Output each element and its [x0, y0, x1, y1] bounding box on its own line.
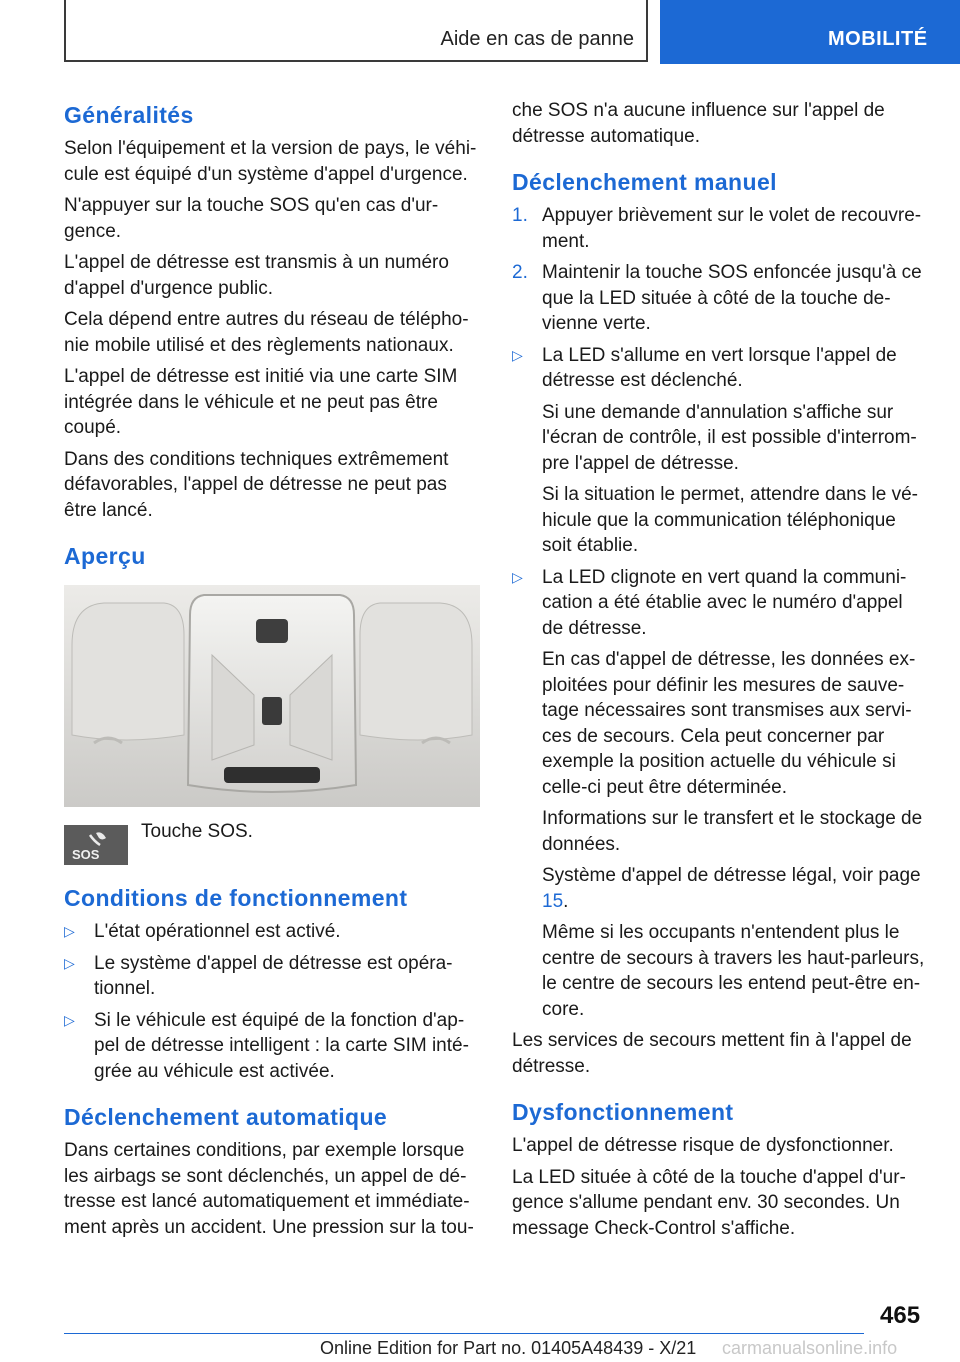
conditions-list	[64, 919, 478, 1084]
caption-text: Touche SOS.	[141, 821, 253, 842]
header-chapter-tab	[660, 0, 960, 64]
heading-dysfonctionnement: Dysfonctionnement	[512, 1099, 734, 1125]
paragraph: Les services de secours mettent fin à l'appel de détresse.	[512, 1030, 912, 1077]
header-chapter-title: MOBILITÉ	[828, 28, 928, 50]
section-apercu	[64, 541, 478, 865]
paragraph: L'appel de détresse est transmis à un numéro d'appel d'urgence public.	[64, 252, 449, 299]
footer-edition: Online Edition for Part no. 01405A48439 - X/21	[320, 1338, 697, 1358]
heading-automatique: Déclenchement automatique	[64, 1104, 388, 1130]
list-item: 2. Maintenir la touche SOS enfoncée jusqu'à ce que la LED située à côté de la touche de-vienne verte.	[512, 262, 922, 334]
header-section-tab	[64, 0, 648, 62]
triangle-bullet-icon: ▷	[512, 346, 523, 363]
heading-conditions: Conditions de fonctionnement	[64, 885, 408, 911]
triangle-bullet-icon: ▷	[64, 923, 75, 939]
footer-divider	[64, 1333, 864, 1334]
paragraph: La LED située à côté de la touche d'appel d'ur-gence s'allume pendant env. 30 secondes. Un message Check-Control s'affiche.	[512, 1166, 906, 1239]
paragraph: Selon l'équipement et la version de pays, le véhi-cule est équipé d'un système d'appel d'urgence.	[64, 138, 477, 185]
cross-reference: Système d'appel de détresse légal, voir page 15.	[542, 865, 921, 912]
paragraph: Cela dépend entre autres du réseau de télépho-nie mobile utilisé et des règlements nationaux.	[64, 309, 469, 356]
triangle-bullet-icon: ▷	[512, 568, 523, 585]
section-automatique	[64, 1102, 478, 1240]
sos-phone-icon	[64, 825, 128, 865]
right-column	[512, 98, 928, 1247]
page-number: 465	[880, 1302, 921, 1329]
left-column	[64, 98, 478, 1246]
triangle-bullet-icon: ▷	[64, 954, 75, 971]
triangle-bullet-icon: ▷	[64, 1011, 75, 1028]
list-item: ▷ La LED s'allume en vert lorsque l'appel de détresse est déclenché. Si une demande d'annulation s'affiche sur l'écran de contrôle, il est possible d'interrom-pre l'appel de détresse. Si la situation le permet, attendre dans le vé-hicule que la communication téléphonique soit établie.	[512, 344, 918, 556]
heading-manuel: Déclenchement manuel	[512, 169, 777, 195]
list-item: ▷ Si le véhicule est équipé de la fonction d'ap-pel de détresse intelligent : la carte SIM inté-grée au véhicule est activée.	[64, 1009, 469, 1082]
list-item: ▷ La LED clignote en vert quand la communi-cation a été établie avec le numéro d'appel de détresse. En cas d'appel de détresse, les données ex-ploitées pour définir les mesures de sauve-tage nécessaires sont transmises aux servi-ces de secours. Cela peut concerner par exemple la position actuelle du véhicule si celle-ci peut être déterminée. Informations sur le transfert et le stockage de données. Système d'appel de détresse légal, voir page 15. Même si les occupants n'entendent plus le centre de secours à travers les haut-parleurs, le centre de secours les entend peut-être en-core.	[512, 565, 928, 1023]
paragraph-continuation: che SOS n'a aucune influence sur l'appel de détresse automatique.	[512, 100, 885, 147]
caption-sos	[64, 821, 478, 865]
roof-console-illustration	[64, 585, 480, 807]
roof-console-photo	[64, 585, 480, 807]
list-item: ▷ Le système d'appel de détresse est opéra-tionnel.	[64, 952, 453, 999]
step-number: 2.	[512, 262, 528, 283]
list-item: ▷ L'état opérationnel est activé.	[64, 919, 478, 945]
header-section-title: Aide en cas de panne	[440, 28, 634, 50]
paragraph: N'appuyer sur la touche SOS qu'en cas d'ur-gence.	[64, 195, 439, 242]
section-dysfonctionnement	[512, 1097, 928, 1241]
paragraph: L'appel de détresse est initié via une carte SIM intégrée dans le véhicule et ne peut pas être coupé.	[64, 366, 458, 438]
paragraph: L'appel de détresse risque de dysfonctionner.	[512, 1135, 894, 1156]
sos-icon-label: SOS	[72, 847, 100, 862]
watermark: carmanualsonline.info	[722, 1338, 898, 1358]
page-link[interactable]: 15	[542, 890, 564, 912]
step-number: 1.	[512, 205, 528, 226]
heading-generalites: Généralités	[64, 102, 194, 128]
heading-apercu: Aperçu	[64, 543, 146, 569]
section-manuel	[512, 167, 928, 1079]
list-item: 1. Appuyer brièvement sur le volet de recouvre-ment.	[512, 205, 922, 252]
section-conditions	[64, 883, 478, 1084]
paragraph: Dans des conditions techniques extrêmement défavorables, l'appel de détresse ne peut pas être lancé.	[64, 448, 449, 521]
sos-button-icon	[64, 825, 128, 865]
section-generalites	[64, 100, 478, 523]
paragraph: Dans certaines conditions, par exemple lorsque les airbags se sont déclenchés, un appel de dé-tresse est lancé automatiquement et immédiate-ment après un accident. Une pression sur la tou-	[64, 1140, 474, 1238]
manual-steps-list	[512, 203, 928, 1022]
